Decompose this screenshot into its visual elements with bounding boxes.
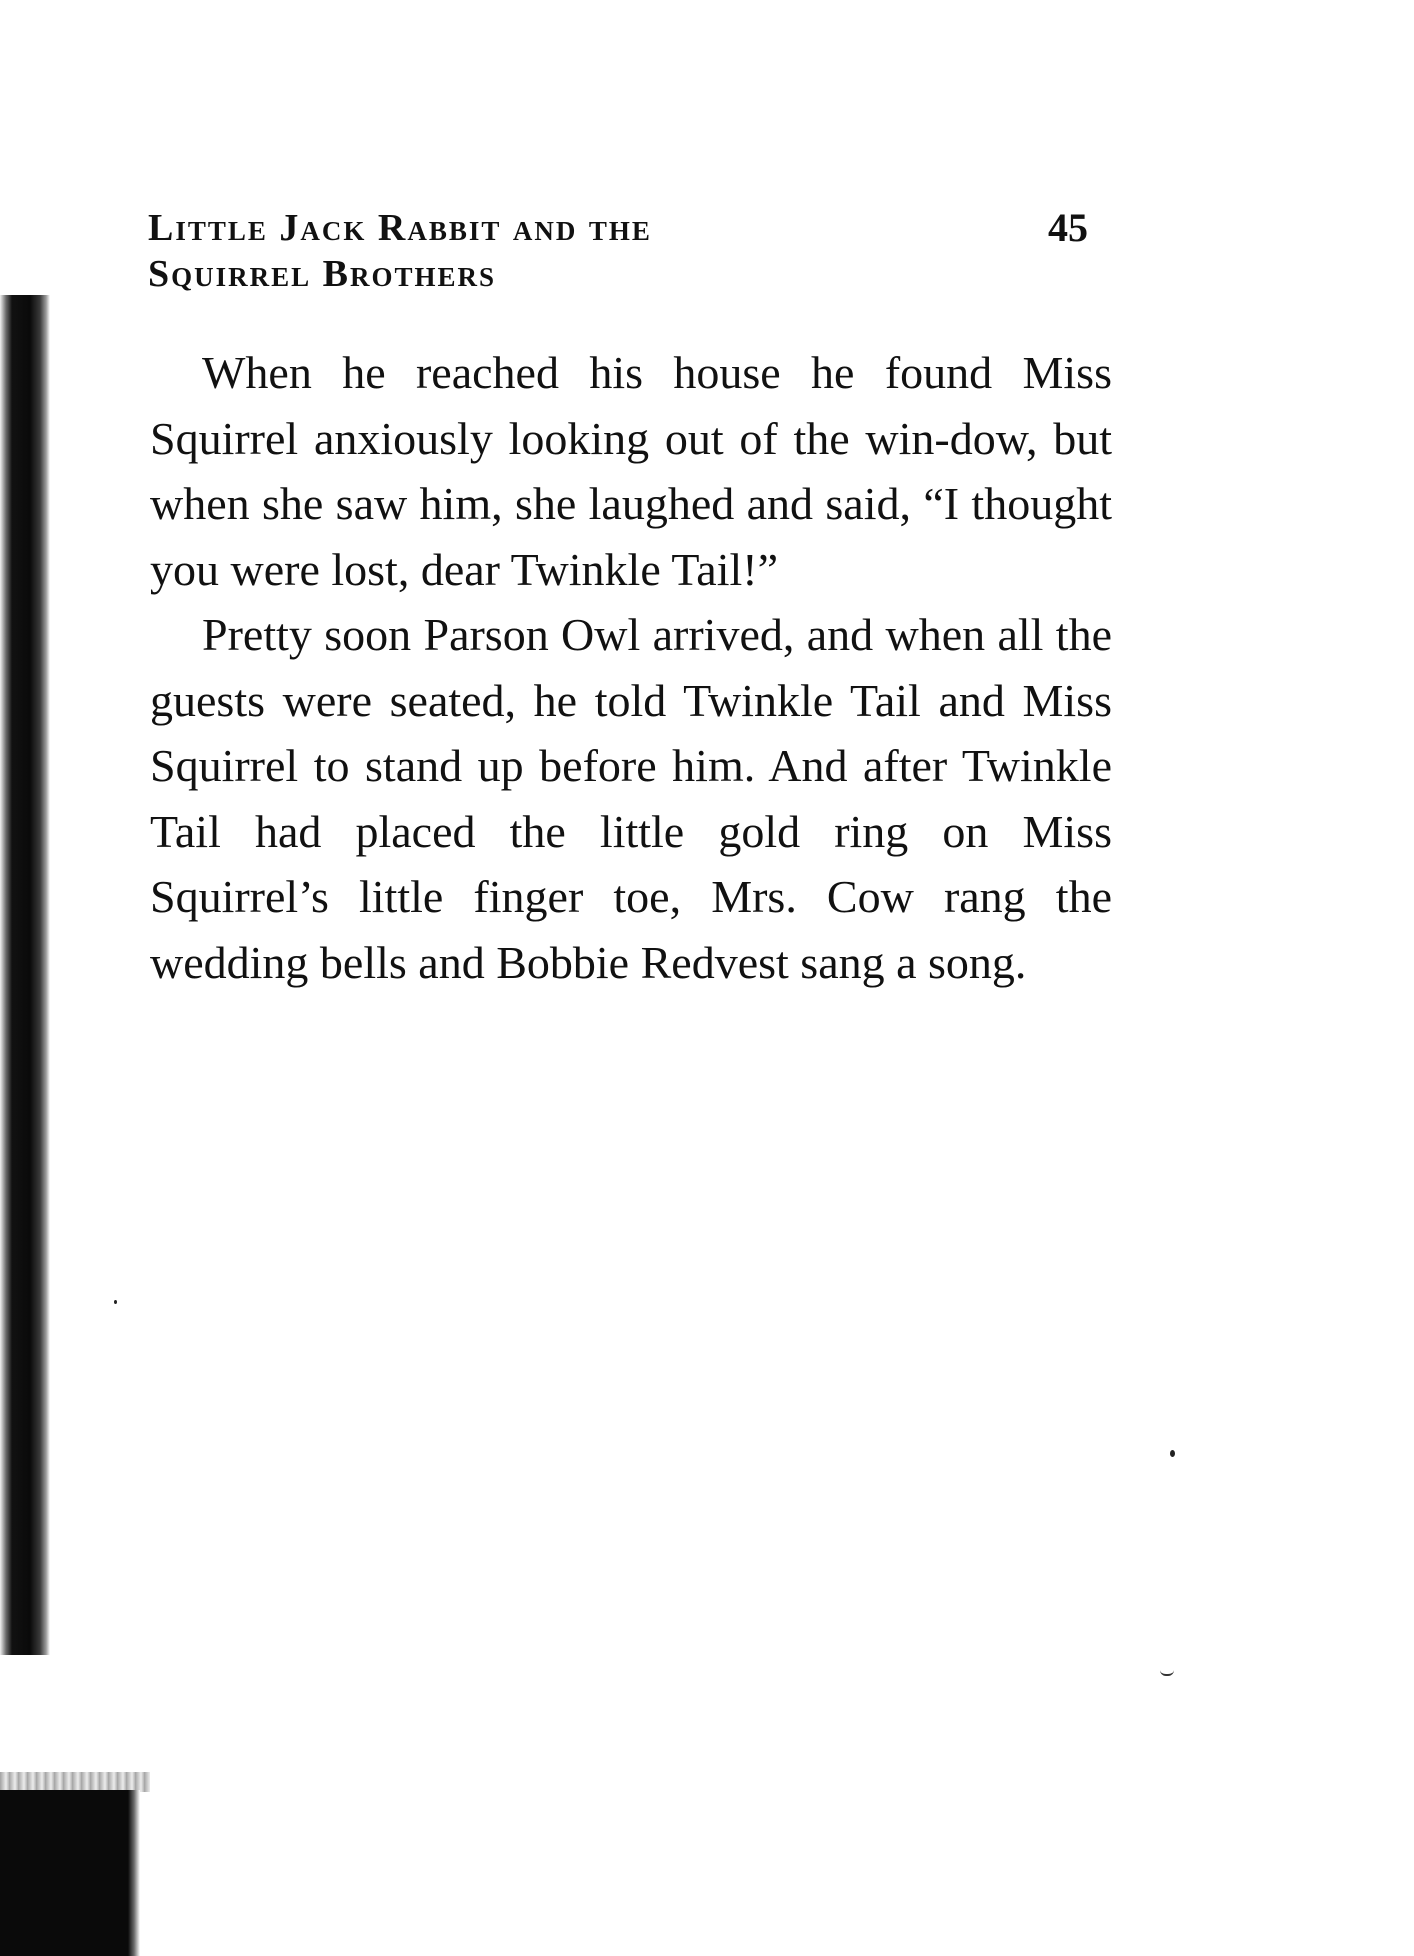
paragraph-1: When he reached his house he found Miss Squirrel anxiously looking out of the win-dow, but when she saw him, she laughed and said, “I thought you were lost, dear Twinkle Tail!” bbox=[150, 347, 1112, 595]
running-head-line-1: Little Jack Rabbit and the bbox=[148, 207, 652, 249]
scan-binding-shadow-bottom bbox=[0, 1790, 140, 1956]
body-text bbox=[150, 340, 1112, 995]
page-number: 45 bbox=[1048, 205, 1088, 250]
running-head-line-2: Squirrel Brothers bbox=[148, 253, 497, 295]
scan-binding-shadow bbox=[0, 295, 50, 1655]
paragraph-2: Pretty soon Parson Owl arrived, and when all the guests were seated, he told Twinkle Tail and Miss Squirrel to stand up before him. And after Twinkle Tail had placed the little gold ring on Miss Squirrel’s little finger toe, Mrs. Cow rang the wedding bells and Bobbie Redvest sang a song. bbox=[150, 609, 1112, 988]
scan-speck bbox=[1170, 1450, 1175, 1457]
running-head bbox=[148, 205, 1108, 297]
scan-speck bbox=[1160, 1670, 1174, 1676]
scan-speck bbox=[114, 1300, 117, 1304]
scan-edge-noise bbox=[0, 1772, 150, 1792]
